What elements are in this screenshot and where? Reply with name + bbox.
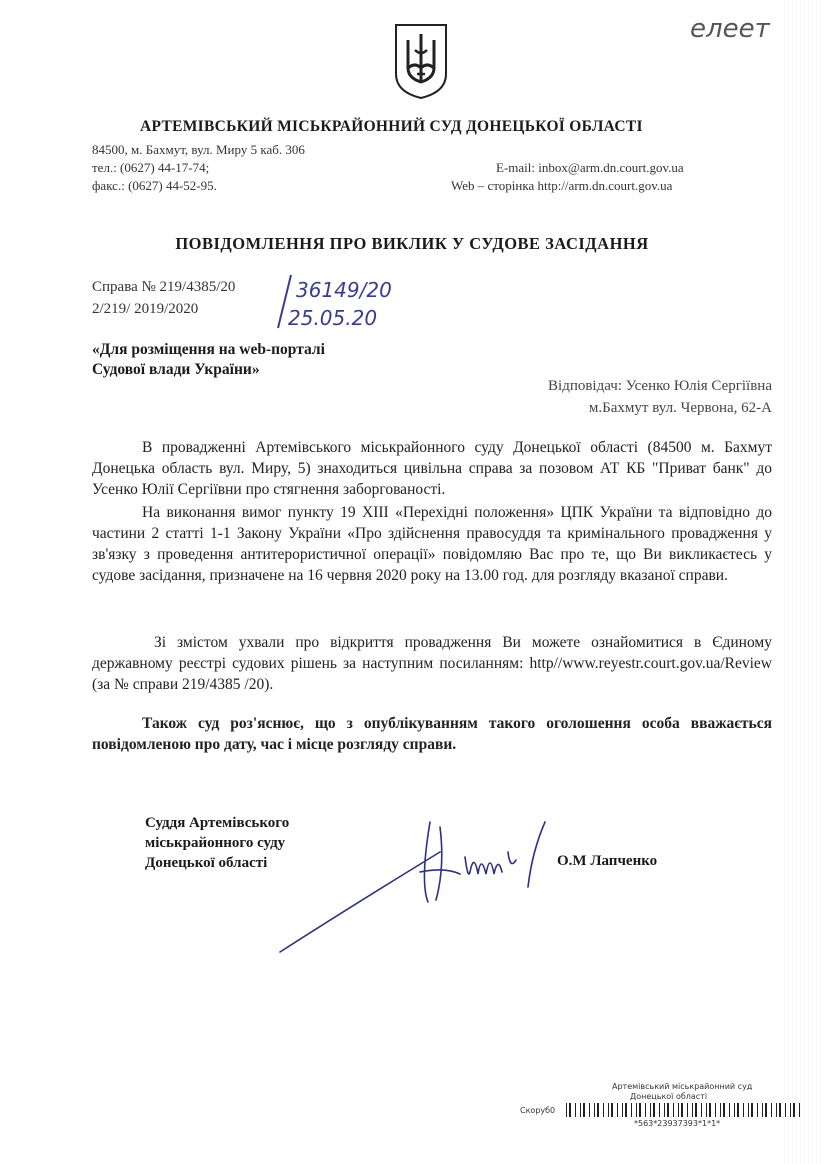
court-phone: тел.: (0627) 44-17-74;	[92, 160, 210, 175]
document-title: ПОВІДОМЛЕННЯ ПРО ВИКЛИК У СУДОВЕ ЗАСІДАННЯ	[175, 234, 649, 253]
judge-title-line1: Суддя Артемівського	[145, 815, 290, 831]
body-paragraph-3: Зі змістом ухвали про відкриття провадження Ви можете ознайомитися в Єдиному державному реєстрі судових рішень за наступним посиланням: http//www.reyestr.court.gov.ua/Review (за № справи 219/4385 /20).	[92, 634, 772, 693]
portal-note	[92, 340, 325, 380]
court-website: Web – сторінка http://arm.dn.court.gov.ua	[451, 178, 673, 193]
case-number: Справа № 219/4385/20	[92, 279, 236, 295]
respondent-name: Відповідач: Усенко Юлія Сергіївна	[548, 378, 772, 394]
corner-handwritten-mark: елеет	[690, 14, 770, 44]
body-paragraph-1: В провадженні Артемівського міськрайонного суду Донецької області (84500 м. Бахмут Донецька область вул. Миру, 5) знаходиться цивільна справа за позовом АТ КБ "Приват банк" до Усенко Юлії Сергіївни про стягнення заборгованості.	[92, 439, 772, 498]
footer-stamp-line2: Донецької області	[630, 1092, 708, 1101]
judge-signature	[270, 812, 560, 962]
handwritten-date: 25.05.20	[288, 306, 378, 330]
judge-title-line2: міськрайонного суду	[145, 835, 286, 851]
scan-edge	[784, 0, 824, 1164]
handwritten-registration: 36149/20	[296, 278, 392, 302]
body-paragraph-2: На виконання вимог пункту 19 ХІІІ «Перехідні положення» ЦПК України та відповідно до частини 2 статті 1-1 Закону України «Про здійснення правосуддя та кримінального провадження у зв'язку з проведення антитерористичної операції» повідомляю Вас про те, що Ви викликаєтесь у судове засідання, призначене на 16 червня 2020 року на 13.00 год. для розгляду вказаної справи.	[92, 504, 772, 584]
judge-title-line3: Донецької області	[145, 855, 268, 871]
footer-sent-label: Скоруб0	[520, 1106, 556, 1115]
court-name: АРТЕМІВСЬКИЙ МІСЬКРАЙОННИЙ СУД ДОНЕЦЬКОЇ ОБЛАСТІ	[140, 118, 643, 135]
portal-note-line2: Судової влади України»	[92, 361, 260, 378]
judge-name: О.М Лапченко	[557, 853, 658, 869]
court-email: E-mail: inbox@arm.dn.court.gov.ua	[496, 160, 684, 175]
footer-barcode-text: *563*23937393*1*1*	[634, 1119, 721, 1128]
proceeding-number: 2/219/ 2019/2020	[92, 301, 199, 317]
respondent-address: м.Бахмут вул. Червона, 62-А	[588, 400, 772, 416]
footer-stamp-line1: Артемівський міськрайонний суд	[612, 1082, 753, 1091]
judge-title	[145, 813, 289, 873]
court-fax: факс.: (0627) 44-52-95.	[92, 178, 217, 193]
coat-of-arms-icon	[393, 22, 449, 100]
body-paragraph-4: Також суд роз'яснює, що з опублікуванням такого оголошення особа вважається повідомленою про дату, час і місце розгляду справи.	[92, 715, 772, 753]
handwritten-slash	[274, 272, 294, 332]
footer-barcode	[566, 1103, 802, 1117]
portal-note-line1: «Для розміщення на web-порталі	[92, 341, 325, 358]
court-address: 84500, м. Бахмут, вул. Миру 5 каб. 306	[92, 142, 305, 157]
